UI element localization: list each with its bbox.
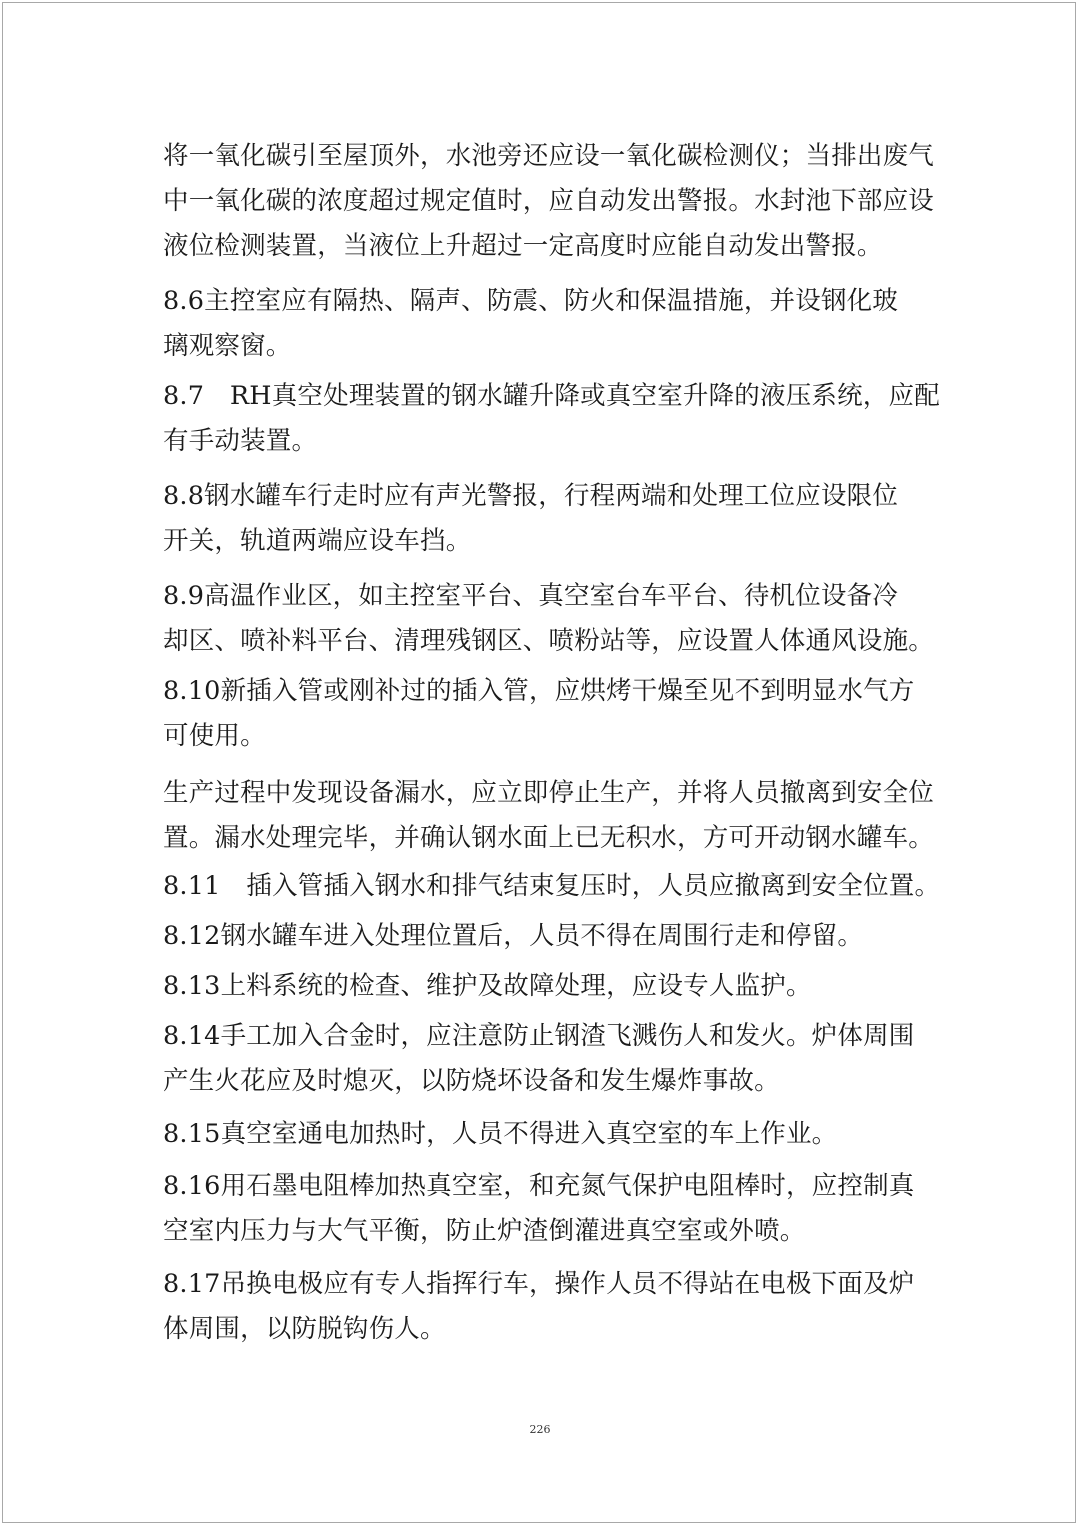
text-line: 将一氧化碳引至屋顶外，水池旁还应设一氧化碳检测仪；当排出废气 [163, 141, 935, 171]
text-line: 8.9高温作业区，如主控室平台、真空室台车平台、待机位设备冷 [163, 581, 899, 611]
paragraph-8-11 [163, 864, 940, 909]
paragraph-8-7 [163, 374, 940, 464]
paragraph-8-8 [163, 474, 898, 564]
text-line: 8.10新插入管或刚补过的插入管，应烘烤干燥至见不到明显水气方 [163, 676, 915, 706]
text-line: 空室内压力与大气平衡，防止炉渣倒灌进真空室或外喷。 [163, 1216, 806, 1246]
paragraph-leak [163, 771, 934, 861]
paragraph-8-14 [163, 1014, 914, 1104]
text-line: 8.11 插入管插入钢水和排气结束复压时，人员应撤离到安全位置。 [163, 871, 941, 901]
text-line: 液位检测装置，当液位上升超过一定高度时应能自动发出警报。 [163, 231, 883, 261]
paragraph-8-12 [163, 914, 863, 959]
text-line: 有手动装置。 [163, 426, 318, 456]
text-line: 置。漏水处理完毕，并确认钢水面上已无积水，方可开动钢水罐车。 [163, 823, 935, 853]
text-line: 开关，轨道两端应设车挡。 [163, 526, 472, 556]
text-line: 8.7 RH真空处理装置的钢水罐升降或真空室升降的液压系统，应配 [163, 381, 940, 411]
text-line: 璃观察窗。 [163, 331, 292, 361]
text-line: 8.6主控室应有隔热、隔声、防震、防火和保温措施，并设钢化玻 [163, 286, 899, 316]
page-number: 226 [529, 1423, 551, 1436]
text-line: 8.15真空室通电加热时，人员不得进入真空室的车上作业。 [163, 1119, 838, 1149]
text-line: 中一氧化碳的浓度超过规定值时，应自动发出警报。水封池下部应设 [163, 186, 935, 216]
text-line: 产生火花应及时熄灭，以防烧坏设备和发生爆炸事故。 [163, 1066, 780, 1096]
paragraph-8-17 [163, 1262, 914, 1352]
text-line: 体周围，以防脱钩伤人。 [163, 1314, 446, 1344]
paragraph-8-16 [163, 1164, 914, 1254]
text-line: 却区、喷补料平台、清理残钢区、喷粉站等，应设置人体通风设施。 [163, 626, 935, 656]
text-line: 8.17吊换电极应有专人指挥行车，操作人员不得站在电极下面及炉 [163, 1269, 915, 1299]
paragraph-8-9 [163, 574, 934, 664]
paragraph-8-15 [163, 1112, 837, 1157]
paragraph-8-6 [163, 279, 898, 369]
text-line: 可使用。 [163, 721, 266, 751]
paragraph-8-10 [163, 669, 914, 759]
paragraph-8-13 [163, 964, 812, 1009]
paragraph-co-exhaust [163, 134, 934, 269]
text-line: 8.14手工加入合金时，应注意防止钢渣飞溅伤人和发火。炉体周围 [163, 1021, 915, 1051]
text-line: 8.8钢水罐车行走时应有声光警报，行程两端和处理工位应设限位 [163, 481, 899, 511]
text-line: 8.12钢水罐车进入处理位置后，人员不得在周围行走和停留。 [163, 921, 864, 951]
text-line: 8.16用石墨电阻棒加热真空室，和充氮气保护电阻棒时，应控制真 [163, 1171, 915, 1201]
text-line: 生产过程中发现设备漏水，应立即停止生产，并将人员撤离到安全位 [163, 778, 935, 808]
text-line: 8.13上料系统的检查、维护及故障处理，应设专人监护。 [163, 971, 812, 1001]
